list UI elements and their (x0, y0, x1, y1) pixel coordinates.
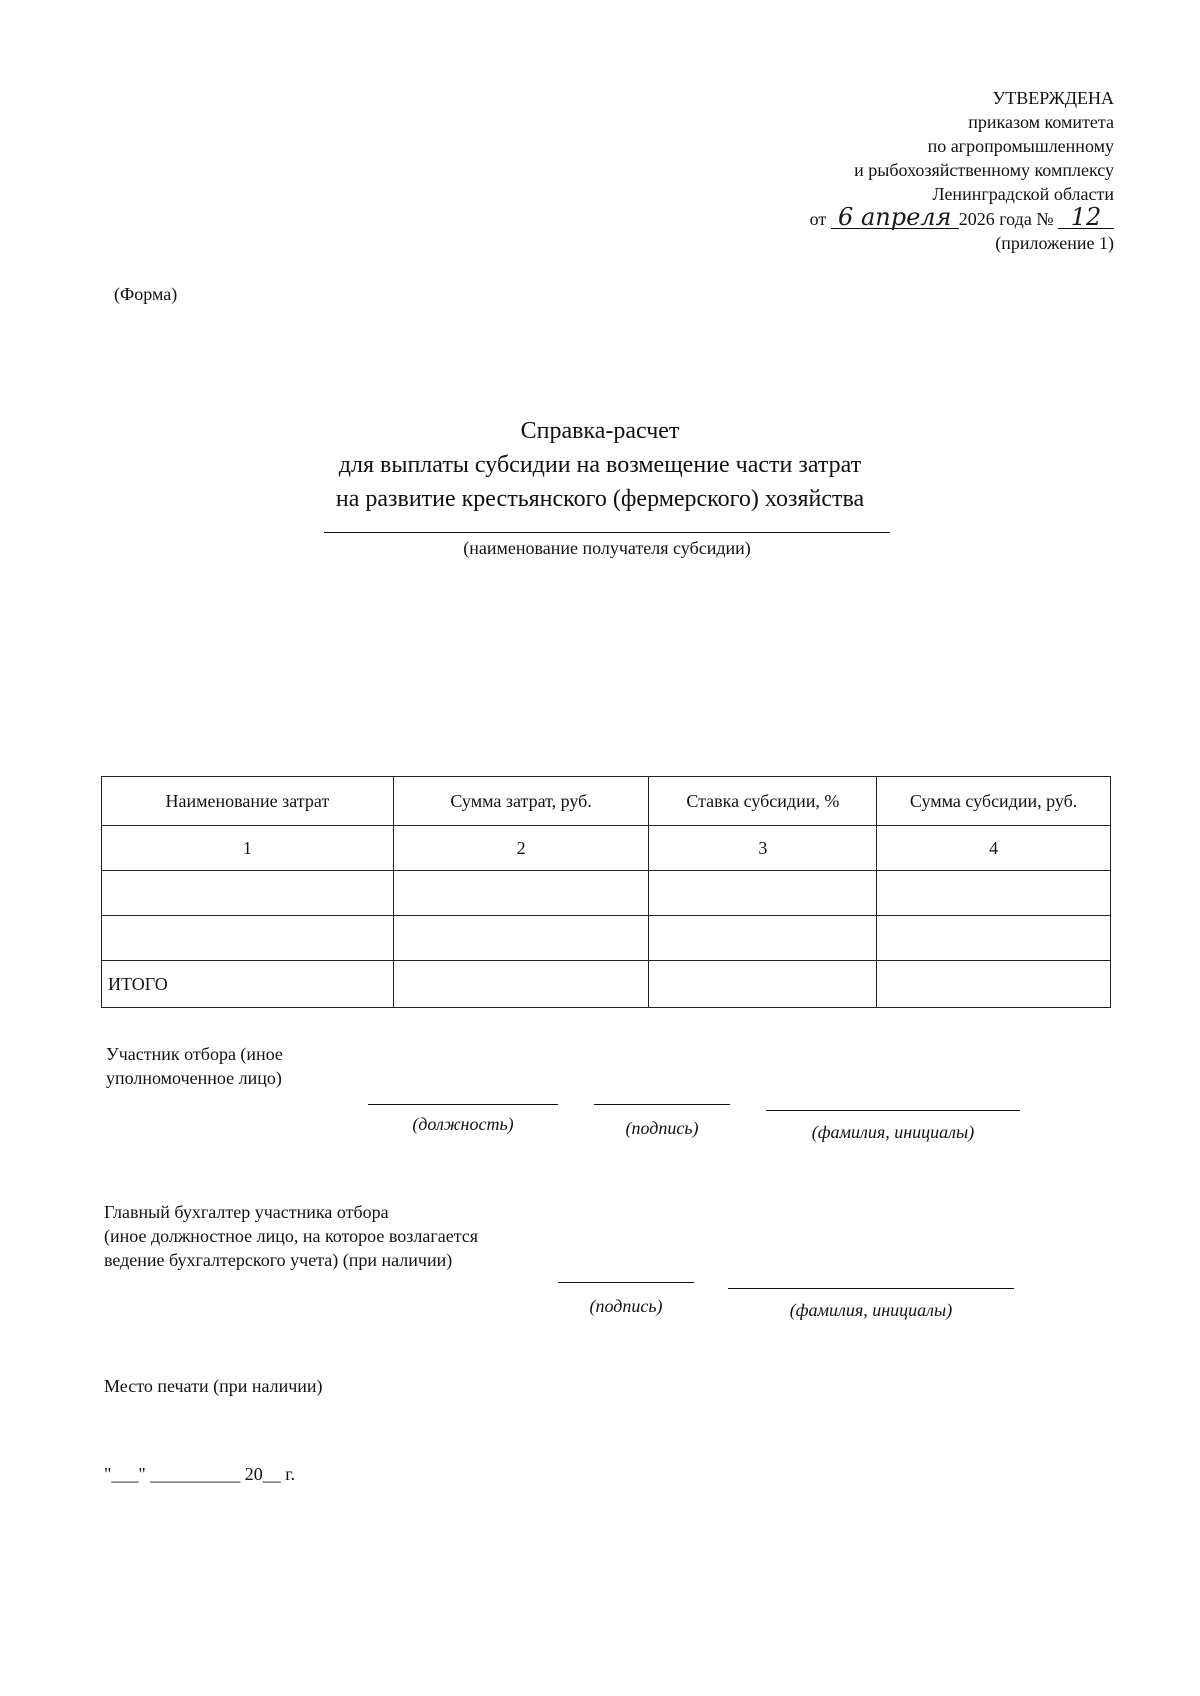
header-subsidy-sum: Сумма субсидии, руб. (877, 777, 1111, 826)
date-line[interactable]: "___" __________ 20__ г. (104, 1464, 296, 1484)
approval-line-2: по агропромышленному (927, 136, 1114, 156)
accountant-signature-line[interactable] (558, 1282, 694, 1283)
form-label: (Форма) (114, 284, 178, 304)
document-title (0, 414, 1200, 516)
table-row (102, 871, 1111, 916)
header-cost-name: Наименование затрат (102, 777, 394, 826)
total-cost-sum-cell[interactable] (393, 961, 649, 1008)
approval-date-handwritten: 6 апреля (831, 206, 959, 229)
participant-position-line[interactable] (368, 1104, 558, 1105)
column-number-3: 3 (649, 826, 877, 871)
approval-date-line (809, 203, 1114, 231)
table-cell[interactable] (102, 871, 394, 916)
table-cell[interactable] (102, 916, 394, 961)
total-subsidy-rate-cell[interactable] (649, 961, 877, 1008)
accountant-name-caption: (фамилия, инициалы) (789, 1300, 953, 1320)
table-header-row (102, 777, 1111, 826)
recipient-name-line[interactable] (324, 532, 890, 533)
approval-heading: УТВЕРЖДЕНА (992, 88, 1114, 108)
approval-line-3: и рыбохозяйственному комплексу (854, 160, 1114, 180)
recipient-caption: (наименование получателя субсидии) (463, 538, 751, 558)
participant-label-line-2: уполномоченное лицо) (106, 1068, 282, 1088)
calculation-table (101, 776, 1111, 1008)
participant-label-line-1: Участник отбора (иное (106, 1044, 283, 1064)
accountant-label (104, 1200, 478, 1272)
table-cell[interactable] (877, 871, 1111, 916)
table-total-row (102, 961, 1111, 1008)
participant-name-caption: (фамилия, инициалы) (811, 1122, 975, 1142)
header-subsidy-rate: Ставка субсидии, % (649, 777, 877, 826)
accountant-name-line[interactable] (728, 1288, 1014, 1289)
title-line-2: для выплаты субсидии на возмещение части затрат (338, 452, 862, 478)
accountant-label-line-1: Главный бухгалтер участника отбора (104, 1202, 389, 1222)
title-line-3: на развитие крестьянского (фермерского) хозяйства (335, 486, 865, 512)
accountant-label-line-2: (иное должностное лицо, на которое возлагается (104, 1226, 479, 1246)
total-label: ИТОГО (102, 961, 394, 1008)
participant-position-caption: (должность) (412, 1114, 514, 1134)
approval-number-handwritten: 12 (1058, 206, 1114, 229)
approval-line-4: Ленинградской области (932, 184, 1114, 204)
approval-block (810, 86, 1114, 255)
table-cell[interactable] (393, 871, 649, 916)
column-number-4: 4 (877, 826, 1111, 871)
accountant-label-line-3: ведение бухгалтерского учета) (при наличии) (104, 1250, 453, 1270)
approval-date-prefix: от (809, 209, 827, 229)
title-line-1: Справка-расчет (520, 418, 680, 444)
header-cost-sum: Сумма затрат, руб. (393, 777, 649, 826)
approval-line-1: приказом комитета (968, 112, 1114, 132)
table-cell[interactable] (649, 916, 877, 961)
participant-signature-line[interactable] (594, 1104, 730, 1105)
column-number-2: 2 (393, 826, 649, 871)
total-subsidy-sum-cell[interactable] (877, 961, 1111, 1008)
participant-signature-caption: (подпись) (625, 1118, 699, 1138)
approval-appendix: (приложение 1) (995, 233, 1114, 253)
accountant-signature-caption: (подпись) (589, 1296, 663, 1316)
table-column-numbers-row (102, 826, 1111, 871)
table-cell[interactable] (649, 871, 877, 916)
table-cell[interactable] (393, 916, 649, 961)
table-cell[interactable] (877, 916, 1111, 961)
seal-place: Место печати (при наличии) (104, 1376, 323, 1396)
table-row (102, 916, 1111, 961)
column-number-1: 1 (102, 826, 394, 871)
participant-label (106, 1042, 283, 1090)
approval-year-text: 2026 года № (958, 209, 1054, 229)
participant-name-line[interactable] (766, 1110, 1020, 1111)
